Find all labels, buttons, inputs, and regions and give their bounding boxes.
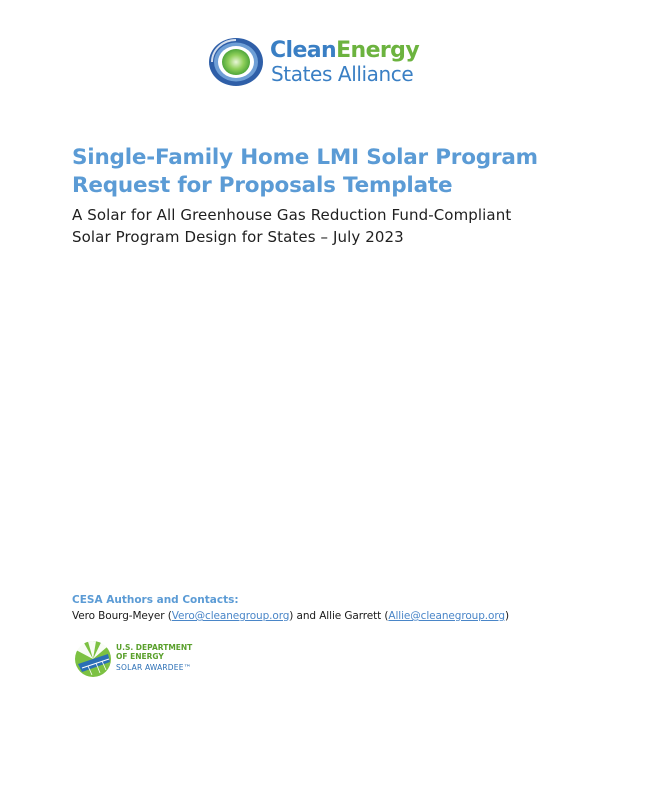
doe-line-3: SOLAR AWARDEE™ <box>116 663 192 672</box>
logo-word-energy: Energy <box>336 38 420 63</box>
title-line: Request for Proposals Template <box>72 173 453 198</box>
document-subtitle <box>72 204 612 248</box>
doe-line-1: U.S. DEPARTMENT <box>116 643 193 652</box>
subtitle-line: A Solar for All Greenhouse Gas Reduction Fund-Compliant <box>72 206 512 224</box>
cesa-swirl-logo-icon <box>206 36 266 88</box>
title-line: Single-Family Home LMI Solar Program <box>72 145 538 170</box>
logo-word-clean: Clean <box>270 38 337 63</box>
author-name-1: Vero Bourg-Meyer ( <box>72 610 172 622</box>
authors-contacts <box>72 610 509 622</box>
doe-solar-awardee-badge <box>74 640 244 680</box>
logo-clean-energy <box>270 38 419 64</box>
authors-heading: CESA Authors and Contacts: <box>72 594 239 606</box>
doe-line-2: OF ENERGY <box>116 652 164 661</box>
author-separator: ) and Allie Garrett ( <box>289 610 389 622</box>
subtitle-line: Solar Program Design for States – July 2023 <box>72 228 404 246</box>
document-title <box>72 144 612 200</box>
doe-sun-logo-icon <box>74 640 112 678</box>
author-end: ) <box>504 610 509 622</box>
cesa-logo <box>206 36 446 88</box>
email-link-allie[interactable]: Allie@cleanegroup.org <box>388 610 505 622</box>
email-link-vero[interactable]: Vero@cleanegroup.org <box>171 610 290 622</box>
logo-states-alliance: States Alliance <box>271 62 414 86</box>
